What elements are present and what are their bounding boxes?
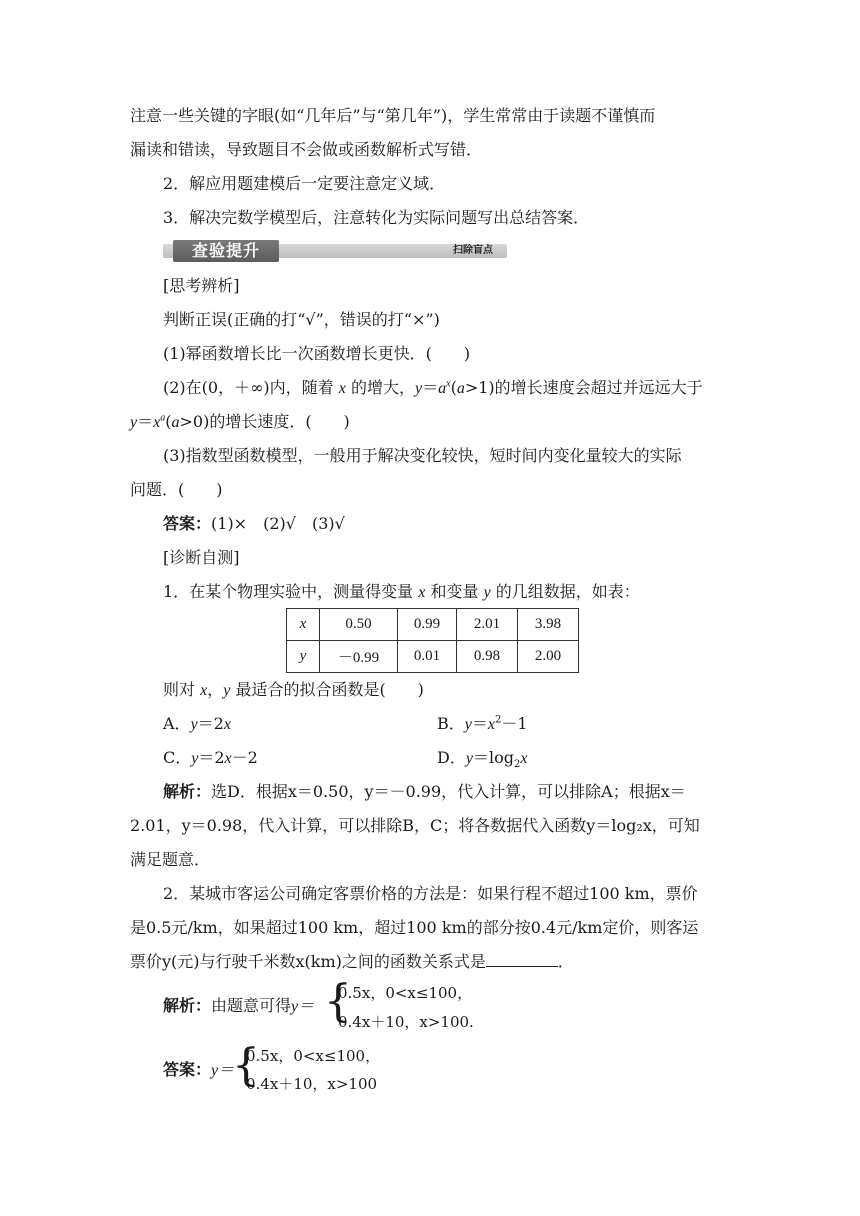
intro-line-2: 漏读和错读，导致题目不会做或函数解析式写错． [130, 140, 483, 159]
option-b-label: B． [437, 714, 465, 733]
tip-2: 2．解应用题建模后一定要注意定义域． [163, 174, 446, 193]
option-a [163, 714, 231, 735]
brace-symbol: { [232, 1040, 260, 1091]
option-b-eq: ＝ [471, 714, 488, 733]
tip-3: 3．解决完数学模型后，注意转化为实际问题写出总结答案． [163, 208, 590, 227]
option-b-y: y [464, 716, 472, 733]
think-q2-line2 [130, 412, 350, 433]
problem-2-end: ． [557, 952, 574, 971]
answer-2-label: 答案： [163, 1060, 212, 1079]
p1-text-b: 和变量 [430, 582, 479, 601]
option-d-eq: ＝log [472, 748, 514, 767]
q2-base: a [438, 380, 447, 397]
option-c-y: y [191, 750, 199, 767]
answer-2-case1: 0.5x，0<x≤100， [246, 1047, 381, 1065]
option-d-sub: 2 [513, 759, 521, 771]
option-c [163, 748, 258, 769]
option-c-eq: ＝2 [198, 748, 225, 767]
option-c-label: C． [163, 748, 192, 767]
q2-text-e: >1)的增长速度会超过并远远大于 [464, 378, 703, 397]
option-a-x: x [223, 716, 231, 733]
problem-2-line3 [130, 952, 574, 972]
q2-var-x: x [338, 380, 346, 397]
brace-symbol: { [324, 976, 352, 1027]
p1-text-a: 1．在某个物理实验中，测量得变量 [163, 582, 414, 601]
think-heading: [思考辨析] [163, 276, 240, 295]
p1q-text-c: 最适合的拟合函数是( ) [235, 680, 424, 699]
table-cell: 0.50 [320, 609, 398, 641]
solution-2-eq: y＝ [291, 998, 315, 1015]
solution-1-line3: 满足题意． [130, 850, 211, 869]
option-d-label: D． [437, 748, 466, 767]
q2l2-var-y: y [130, 414, 138, 431]
solution-2-case1: 0.5x，0<x≤100， [338, 984, 473, 1002]
think-instruction: 判断正误(正确的打“√”，错误的打“×”) [163, 310, 440, 329]
p1-text-c: 的几组数据，如表： [495, 582, 640, 601]
table-row [287, 641, 579, 673]
think-q1: (1)幂函数增长比一次函数增长更快．( ) [163, 344, 471, 363]
table-cell: 2.00 [518, 641, 579, 673]
problem-2-line2: 是0.5元/km，如果超过100 km，超过100 km的部分按0.4元/km定价，则客运 [130, 918, 699, 937]
answer-2-eq: y＝ [211, 1062, 235, 1079]
option-a-y: y [190, 716, 198, 733]
q2-var-a: a [456, 380, 465, 397]
p1q-comma: ， [207, 680, 224, 699]
p1-var-x: x [418, 584, 426, 601]
diag-heading: [诊断自测] [163, 548, 240, 567]
option-b-end: －1 [501, 714, 528, 733]
row-y-label: y [287, 641, 320, 673]
table-cell: 2.01 [457, 609, 518, 641]
q2-paren: ( [450, 378, 457, 397]
think-q3-line2: 问题．( ) [130, 480, 223, 499]
option-d-x: x [520, 750, 528, 767]
solution-1-line1 [163, 782, 686, 802]
row-x-label: x [287, 609, 320, 641]
option-c-x: x [224, 750, 232, 767]
table-cell: －0.99 [320, 641, 398, 673]
answer-2-case2: 0.4x＋10，x>100 [246, 1075, 378, 1093]
problem-2-line1: 2．某城市客运公司确定客票价格的方法是：如果行程不超过100 km，票价 [163, 884, 698, 903]
table-cell: 3.98 [518, 609, 579, 641]
problem-2-text: 票价y(元)与行驶千米数x(km)之间的函数关系式是 [130, 952, 486, 971]
table-cell: 0.99 [398, 609, 457, 641]
solution-2-case2: 0.4x＋10，x>100. [338, 1013, 474, 1031]
option-a-eq: ＝2 [197, 714, 224, 733]
q2-text-b: 的增大， [350, 378, 415, 397]
q2-text-a: (2)在(0，＋∞)内，随着 [163, 378, 334, 397]
banner-subtitle: 扫除盲点 [453, 245, 493, 256]
table-cell: 0.01 [398, 641, 457, 673]
think-q3-line1: (3)指数型函数模型，一般用于解决变化较快，短时间内变化量较大的实际 [163, 446, 682, 465]
q2-var-y: y [414, 380, 423, 397]
answer-value: (1)× (2)√ (3)√ [211, 514, 345, 533]
q2-eq: ＝ [422, 378, 439, 397]
answer-blank[interactable] [486, 952, 558, 967]
banner-title: 查验提升 [173, 240, 279, 262]
answer-label: 答案： [163, 514, 212, 533]
table-cell: 0.98 [457, 641, 518, 673]
think-answer [163, 514, 345, 534]
solution-1-line2: 2.01，y＝0.98，代入计算，可以排除B，C；将各数据代入函数y＝log₂x，可知 [130, 816, 700, 835]
option-b [437, 714, 528, 735]
p1-var-y: y [483, 584, 491, 601]
p1q-var-y: y [223, 682, 231, 699]
solution-2-text: 由题意可得 [211, 996, 292, 1015]
q2l2-text-d: >0)的增长速度．( ) [179, 412, 350, 431]
q2l2-eq: ＝ [137, 412, 154, 431]
problem-1-question [163, 680, 424, 701]
q2l2-exp: a [160, 412, 166, 424]
section-banner [163, 240, 507, 262]
option-b-exp: 2 [495, 714, 502, 726]
p1q-var-x: x [200, 682, 208, 699]
option-b-x: x [487, 716, 495, 733]
think-q2-line1 [163, 378, 703, 399]
answer-2 [163, 1060, 234, 1081]
q2-exp: x [446, 378, 451, 390]
table-row [287, 609, 579, 641]
solution-2 [163, 996, 314, 1017]
p1q-text-a: 则对 [163, 680, 196, 699]
option-d-y: y [465, 750, 473, 767]
q2l2-var-a: a [171, 414, 180, 431]
intro-line-1: 注意一些关键的字眼(如“几年后”与“第几年”)，学生常常由于读题不谨慎而 [130, 106, 656, 125]
data-table [286, 608, 579, 673]
option-d [437, 748, 527, 769]
problem-1-text [163, 582, 640, 603]
solution-2-label: 解析： [163, 996, 212, 1015]
q2l2-base: x [153, 414, 161, 431]
q2l2-paren: ( [165, 412, 172, 431]
option-c-end: －2 [231, 748, 258, 767]
option-a-label: A． [163, 714, 191, 733]
solution-1-text: 选D．根据x＝0.50，y＝－0.99，代入计算，可以排除A；根据x＝ [211, 782, 686, 801]
solution-1-label: 解析： [163, 782, 212, 801]
